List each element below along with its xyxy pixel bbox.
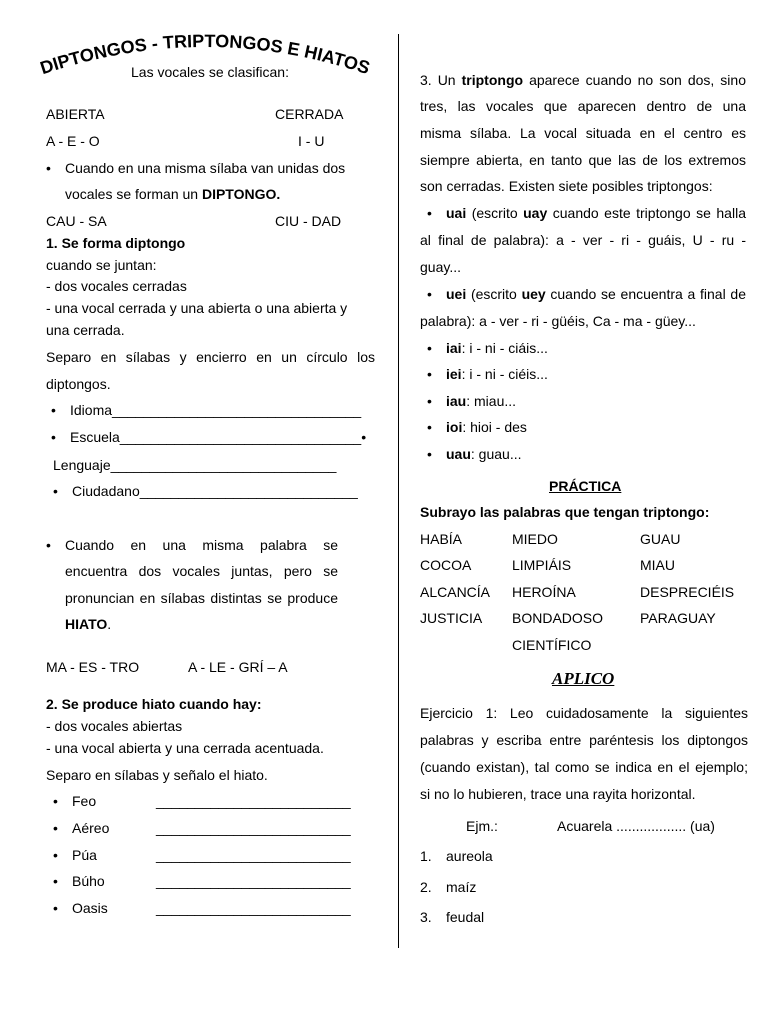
cerrada-heading: CERRADA	[275, 106, 344, 122]
hiato-word-aereo: • Aéreo	[72, 820, 109, 836]
hiato-definition-line3: pronuncian en sílabas distintas se produce	[65, 590, 338, 606]
hiato-answer-line: _________________________	[156, 900, 351, 916]
practica-instruction: Subrayo las palabras que tengan triptongo:	[420, 504, 710, 520]
exercise1-line2: palabras y escriba entre paréntesis los diptongos	[420, 732, 748, 748]
column-divider	[398, 34, 399, 948]
hiato-definition: • Cuando en una misma palabra se	[65, 537, 338, 553]
word-list-item: DESPRECIÉIS	[640, 584, 735, 600]
word-list-item: HABÍA	[420, 531, 463, 547]
numbered-item-word: aureola	[446, 848, 493, 864]
hiato-word-oasis: • Oasis	[72, 900, 108, 916]
hiato-answer-line: _________________________	[156, 820, 351, 836]
intro-text: Las vocales se clasifican:	[131, 64, 289, 80]
section1-item2: - una vocal cerrada y una abierta o una abierta y	[46, 300, 348, 316]
diptongo-definition: • Cuando en una misma sílaba van unidas dos	[65, 160, 345, 176]
example-causa: CAU - SA	[46, 213, 107, 229]
exercise-word-ciudadano: • Ciudadano____________________________	[72, 483, 358, 499]
exercise1-line3: (cuando existan), tal como se indica en el ejemplo;	[420, 759, 748, 775]
word-list-item: HEROÍNA	[512, 584, 576, 600]
hiato-definition-line4: HIATO.	[65, 616, 112, 632]
aplico-heading: APLICO	[552, 669, 615, 688]
page-title-text: DIPTONGOS - TRIPTONGOS E HIATOS	[37, 30, 373, 79]
triptongo-definition-line2: tres, las vocales que aparecen dentro de una	[420, 98, 746, 114]
triptongo-definition-line3: misma sílaba. La vocal situada en el centro es	[420, 125, 746, 141]
triptongo-ioi: • ioi: hioi - des	[446, 419, 527, 435]
word-list-item: COCOA	[420, 557, 472, 573]
hiato-word-buho: • Búho	[72, 873, 105, 889]
hiato-definition-line2: encuentra dos vocales juntas, pero se	[65, 563, 338, 579]
triptongo-uai: • uai (escrito uay cuando este triptongo se halla	[446, 205, 746, 221]
word-list-item: LIMPIÁIS	[512, 557, 572, 573]
example-label: Ejm.:	[466, 818, 498, 834]
hiato-word-feo: • Feo	[72, 793, 96, 809]
example-value: Acuarela .................. (ua)	[557, 818, 715, 834]
instruction1-line1: Separo en sílabas y encierro en un círculo los	[46, 349, 375, 365]
word-list-item: BONDADOSO	[512, 610, 604, 626]
instruction2: Separo en sílabas y señalo el hiato.	[46, 767, 268, 783]
triptongo-uau: • uau: guau...	[446, 446, 521, 462]
word-list-item: GUAU	[640, 531, 681, 547]
triptongo-iei: • iei: i - ni - ciéis...	[446, 366, 548, 382]
word-list-item: ALCANCÍA	[420, 584, 491, 600]
triptongo-uai-line2: al final de palabra): a - ver - ri - guáis, U - ru -	[420, 232, 746, 248]
section1-item1: - dos vocales cerradas	[46, 278, 187, 294]
word-list-item: CIENTÍFICO	[512, 637, 592, 653]
example-maestro: MA - ES - TRO	[46, 659, 140, 675]
section2-item2: - una vocal abierta y una cerrada acentuada.	[46, 740, 324, 756]
abierta-heading: ABIERTA	[46, 106, 105, 122]
section2-item1: - dos vocales abiertas	[46, 718, 183, 734]
open-vowels: A - E - O	[46, 133, 100, 149]
triptongo-uei: • uei (escrito uey cuando se encuentra a final de	[446, 286, 746, 302]
section1-heading: 1. Se forma diptongo	[46, 235, 186, 251]
triptongo-iau: • iau: miau...	[446, 393, 516, 409]
instruction1-line2: diptongos.	[46, 376, 111, 392]
closed-vowels: I - U	[298, 133, 325, 149]
hiato-answer-line: _________________________	[156, 847, 351, 863]
numbered-item-word: feudal	[446, 909, 485, 925]
triptongo-definition-line4: siempre abierta, en tanto que las de los extremos	[420, 152, 746, 168]
practica-heading: PRÁCTICA	[549, 478, 622, 494]
word-list-item: MIEDO	[512, 531, 558, 547]
numbered-item-number: 1.	[420, 848, 432, 864]
hiato-word-pua: • Púa	[72, 847, 97, 863]
exercise-word-idioma: • Idioma________________________________	[70, 402, 361, 418]
hiato-answer-line: _________________________	[156, 793, 351, 809]
section1-item2-cont: una cerrada.	[46, 322, 125, 338]
section2-heading: 2. Se produce hiato cuando hay:	[46, 696, 262, 712]
word-list-item: PARAGUAY	[640, 610, 716, 626]
triptongo-definition-line1: 3. Un triptongo aparece cuando no son dos, sino	[420, 72, 746, 88]
word-list-item: MIAU	[640, 557, 675, 573]
hiato-answer-line: _________________________	[156, 873, 351, 889]
section1-sub: cuando se juntan:	[46, 257, 157, 273]
numbered-item-number: 3.	[420, 909, 432, 925]
exercise1-line1: Ejercicio 1: Leo cuidadosamente la siguientes	[420, 705, 748, 721]
triptongo-iai: • iai: i - ni - ciáis...	[446, 340, 548, 356]
example-ciudad: CIU - DAD	[275, 213, 342, 229]
example-alegria: A - LE - GRÍ – A	[188, 659, 288, 675]
diptongo-definition-line2: vocales se forman un DIPTONGO.	[65, 186, 281, 202]
triptongo-uei-line2: palabra): a - ver - ri - güéis, Ca - ma - güey...	[420, 313, 696, 329]
exercise1-line4: si no lo hubieren, trace una rayita horizontal.	[420, 786, 696, 802]
numbered-item-number: 2.	[420, 879, 432, 895]
numbered-item-word: maíz	[446, 879, 477, 895]
triptongo-definition-line5: son cerradas. Existen siete posibles triptongos:	[420, 178, 713, 194]
triptongo-uai-line3: guay...	[420, 259, 461, 275]
exercise-word-lenguaje: Lenguaje_____________________________	[53, 457, 337, 473]
exercise-word-escuela: • Escuela_______________________________•	[70, 429, 366, 445]
word-list-item: JUSTICIA	[420, 610, 483, 626]
